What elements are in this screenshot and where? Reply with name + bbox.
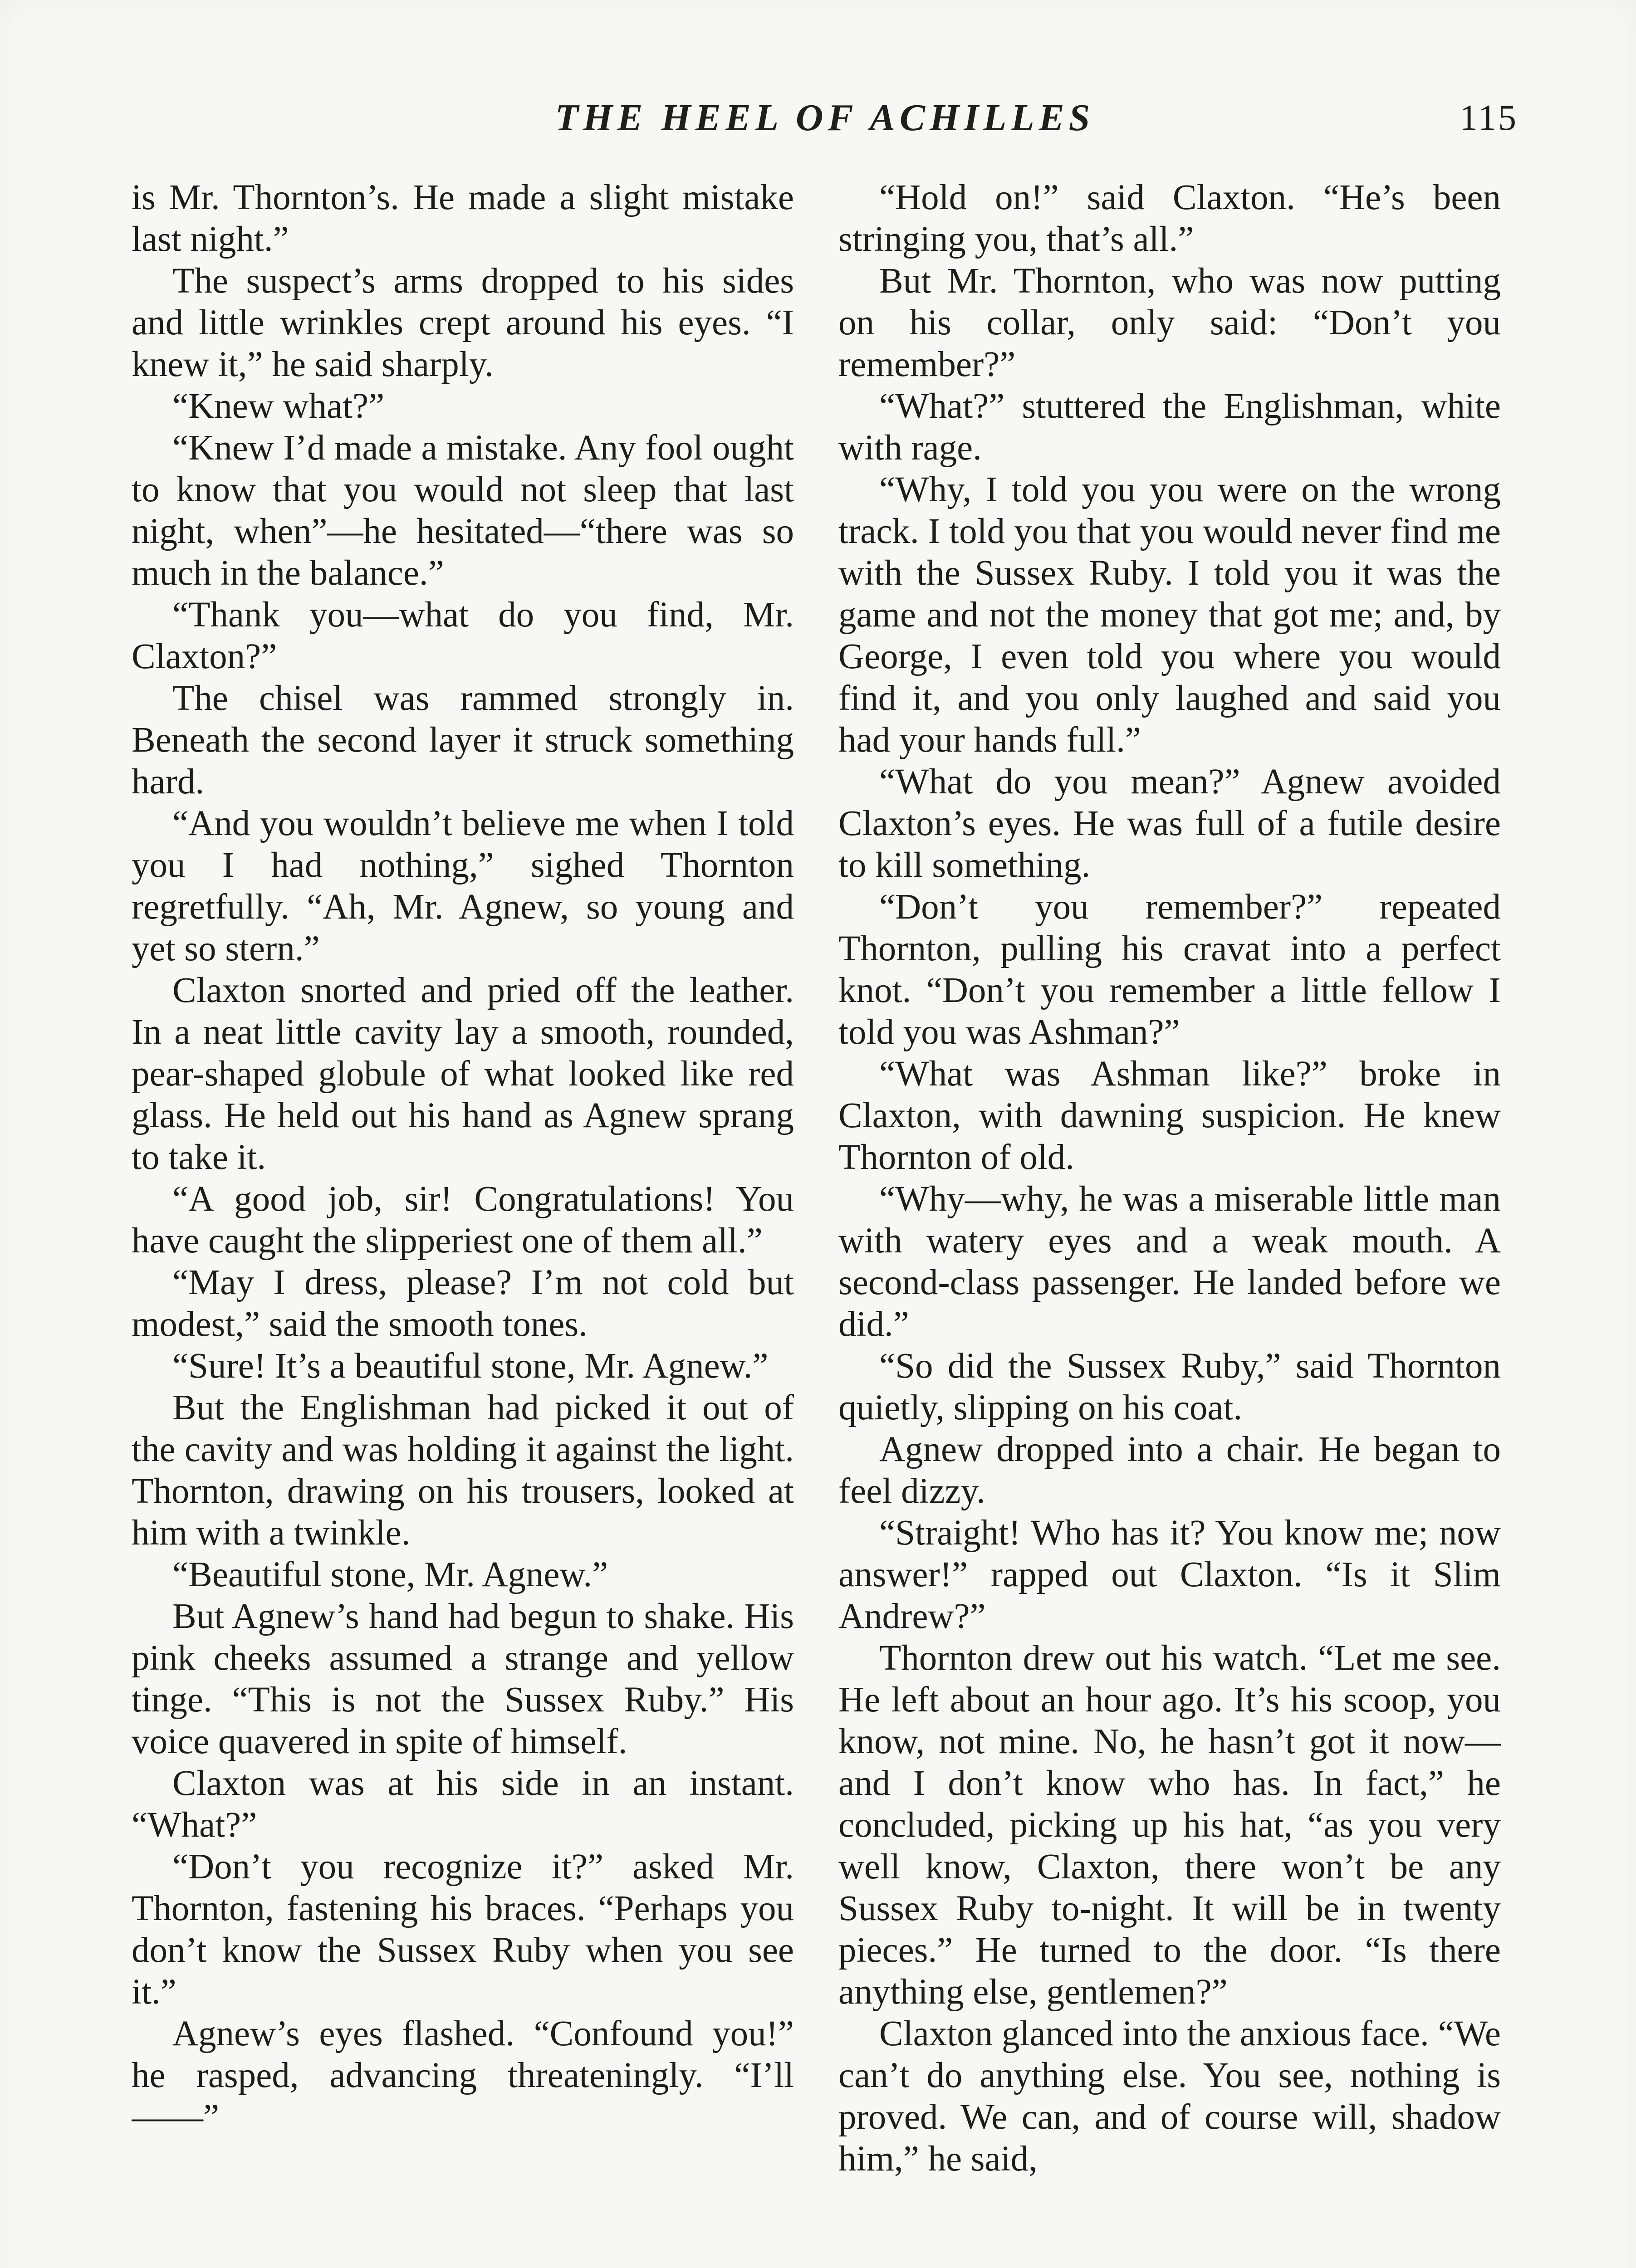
paragraph: “Why, I told you you were on the wrong track. I told you that you would never find me with the Sussex Ruby. I told you it was the game and not the money that got me; and, by George, I even told you where you would find it, and you only laughed and said you had your hands full.” xyxy=(838,470,1501,760)
paragraph: Claxton glanced into the anxious face. “We can’t do anything else. You see, nothing is proved. We can, and of course will, shadow him,” he said, xyxy=(838,2014,1501,2179)
paragraph: The suspect’s arms dropped to his sides and little wrinkles crept around his eyes. “I knew it,” he said sharply. xyxy=(132,261,794,384)
paragraph: Claxton was at his side in an instant. “What?” xyxy=(132,1764,794,1845)
paragraph: Claxton snorted and pried off the leather. In a neat little cavity lay a smooth, rounded, pear-shaped globule of what looked like red glass. He held out his hand as Agnew sprang to take it. xyxy=(132,971,794,1177)
paragraph: But Mr. Thornton, who was now putting on his collar, only said: “Don’t you remember?” xyxy=(838,261,1501,384)
paragraph: “Why—why, he was a miserable little man with watery eyes and a weak mouth. A second-class passenger. He landed before we did.” xyxy=(838,1179,1501,1344)
paragraph: “What?” stuttered the Englishman, white with rage. xyxy=(838,386,1501,468)
paragraph: But Agnew’s hand had begun to shake. His pink cheeks assumed a strange and yellow tinge. “This is not the Sussex Ruby.” His voice quavered in spite of himself. xyxy=(132,1597,794,1761)
paragraph: “So did the Sussex Ruby,” said Thornton quietly, slipping on his coat. xyxy=(838,1346,1501,1427)
paragraph: The chisel was rammed strongly in. Beneath the second layer it struck something hard. xyxy=(132,679,794,802)
paragraph: “Straight! Who has it? You know me; now answer!” rapped out Claxton. “Is it Slim Andrew?” xyxy=(838,1513,1501,1636)
left-text-column xyxy=(132,177,794,2268)
paragraph: “And you wouldn’t believe me when I told you I had nothing,” sighed Thornton regretfully. “Ah, Mr. Agnew, so young and yet so stern.” xyxy=(132,804,794,968)
paragraph: Agnew’s eyes flashed. “Confound you!” he rasped, advancing threateningly. “I’ll——” xyxy=(132,2014,794,2137)
paragraph: “What was Ashman like?” broke in Claxton, with dawning suspicion. He knew Thornton of old. xyxy=(838,1054,1501,1177)
paragraph: “What do you mean?” Agnew avoided Claxton’s eyes. He was full of a futile desire to kill something. xyxy=(838,762,1501,885)
paragraph: Thornton drew out his watch. “Let me see. He left about an hour ago. It’s his scoop, you know, not mine. No, he hasn’t got it now—and I don’t know who has. In fact,” he concluded, picking up his hat, “as you very well know, Claxton, there won’t be any Sussex Ruby to-night. It will be in twenty pieces.” He turned to the door. “Is there anything else, gentlemen?” xyxy=(838,1638,1501,2012)
running-title: THE HEEL OF ACHILLES xyxy=(555,97,1095,139)
paragraph: “Beautiful stone, Mr. Agnew.” xyxy=(172,1555,608,1594)
paragraph: “Sure! It’s a beautiful stone, Mr. Agnew.” xyxy=(172,1346,769,1386)
paragraph: is Mr. Thornton’s. He made a slight mistake last night.” xyxy=(132,178,794,259)
right-text-column xyxy=(838,177,1501,2268)
page-header xyxy=(132,93,1518,143)
paragraph: “Knew what?” xyxy=(172,386,385,426)
paragraph: But the Englishman had picked it out of the cavity and was holding it against the light. Thornton, drawing on his trousers, looked at him with a twinkle. xyxy=(132,1388,794,1553)
paragraph: “May I dress, please? I’m not cold but modest,” said the smooth tones. xyxy=(132,1263,794,1344)
paragraph: Agnew dropped into a chair. He began to feel dizzy. xyxy=(838,1430,1501,1511)
paragraph: “Hold on!” said Claxton. “He’s been stringing you, that’s all.” xyxy=(838,178,1501,259)
paragraph: “Don’t you recognize it?” asked Mr. Thornton, fastening his braces. “Perhaps you don’t know the Sussex Ruby when you see it.” xyxy=(132,1847,794,2012)
page-number: 115 xyxy=(1459,98,1518,138)
paragraph: “Don’t you remember?” repeated Thornton, pulling his cravat into a perfect knot. “Don’t you remember a little fellow I told you was Ashman?” xyxy=(838,887,1501,1052)
paragraph: “Thank you—what do you find, Mr. Claxton?” xyxy=(132,595,794,676)
paragraph: “Knew I’d made a mistake. Any fool ought to know that you would not sleep that last night, when”—he hesitated—“there was so much in the balance.” xyxy=(132,428,794,593)
paragraph: “A good job, sir! Congratulations! You have caught the slipperiest one of them all.” xyxy=(132,1179,794,1261)
